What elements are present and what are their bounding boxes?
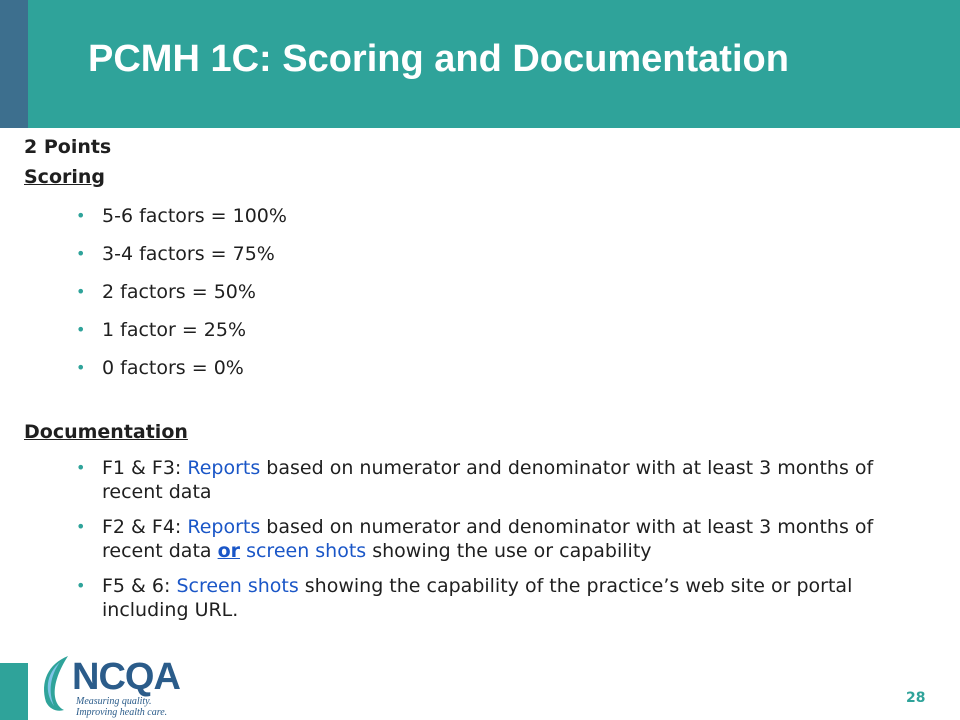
list-item <box>24 318 924 342</box>
bullet-icon: • <box>76 244 86 263</box>
list-item <box>24 515 924 563</box>
scoring-heading: Scoring <box>24 166 106 188</box>
scoring-item-text: 0 factors = 0% <box>102 357 244 379</box>
logo-tagline: Measuring quality. <box>76 696 152 707</box>
logo-wordmark: NCQA <box>72 656 180 698</box>
doc-prefix: F1 & F3: <box>102 457 188 479</box>
bullet-icon: • <box>76 320 86 339</box>
doc-prefix: F5 & 6: <box>102 575 177 597</box>
doc-or: or <box>217 540 241 562</box>
scoring-item-text: 2 factors = 50% <box>102 281 256 303</box>
doc-highlight: screen shots <box>246 540 367 562</box>
doc-text: showing the capability of the practice’s web site or portal including URL. <box>102 575 853 621</box>
list-item <box>24 574 924 622</box>
doc-text: based on numerator and denominator with at least 3 months of recent data <box>102 516 874 562</box>
scoring-list <box>24 204 924 380</box>
list-item <box>24 280 924 304</box>
scoring-item-text: 5-6 factors = 100% <box>102 205 287 227</box>
bullet-icon: • <box>76 282 86 301</box>
list-item <box>24 356 924 380</box>
banner-stripe <box>0 0 28 128</box>
footer-accent-bar <box>0 663 28 720</box>
documentation-list <box>24 456 924 622</box>
scoring-item-text: 1 factor = 25% <box>102 319 247 341</box>
list-item <box>24 204 924 228</box>
doc-highlight: Reports <box>187 457 261 479</box>
ncqa-logo <box>38 650 178 718</box>
list-item <box>24 456 924 504</box>
documentation-heading: Documentation <box>24 421 188 443</box>
bullet-icon: • <box>76 517 86 536</box>
slide-body <box>24 134 924 622</box>
logo-tagline: Improving health care. <box>76 707 168 718</box>
doc-text: based on numerator and denominator with at least 3 months of recent data <box>102 457 874 503</box>
page-number: 28 <box>906 690 926 706</box>
bullet-icon: • <box>76 206 86 225</box>
doc-text: showing the use or capability <box>366 540 652 562</box>
points-label: 2 Points <box>24 136 112 158</box>
bullet-icon: • <box>76 458 86 477</box>
doc-highlight: Reports <box>187 516 261 538</box>
bullet-icon: • <box>76 358 86 377</box>
doc-prefix: F2 & F4: <box>102 516 188 538</box>
scoring-item-text: 3-4 factors = 75% <box>102 243 275 265</box>
bullet-icon: • <box>76 576 86 595</box>
doc-highlight: Screen shots <box>176 575 299 597</box>
slide-title: PCMH 1C: Scoring and Documentation <box>88 38 789 80</box>
title-banner <box>0 0 960 128</box>
list-item <box>24 242 924 266</box>
